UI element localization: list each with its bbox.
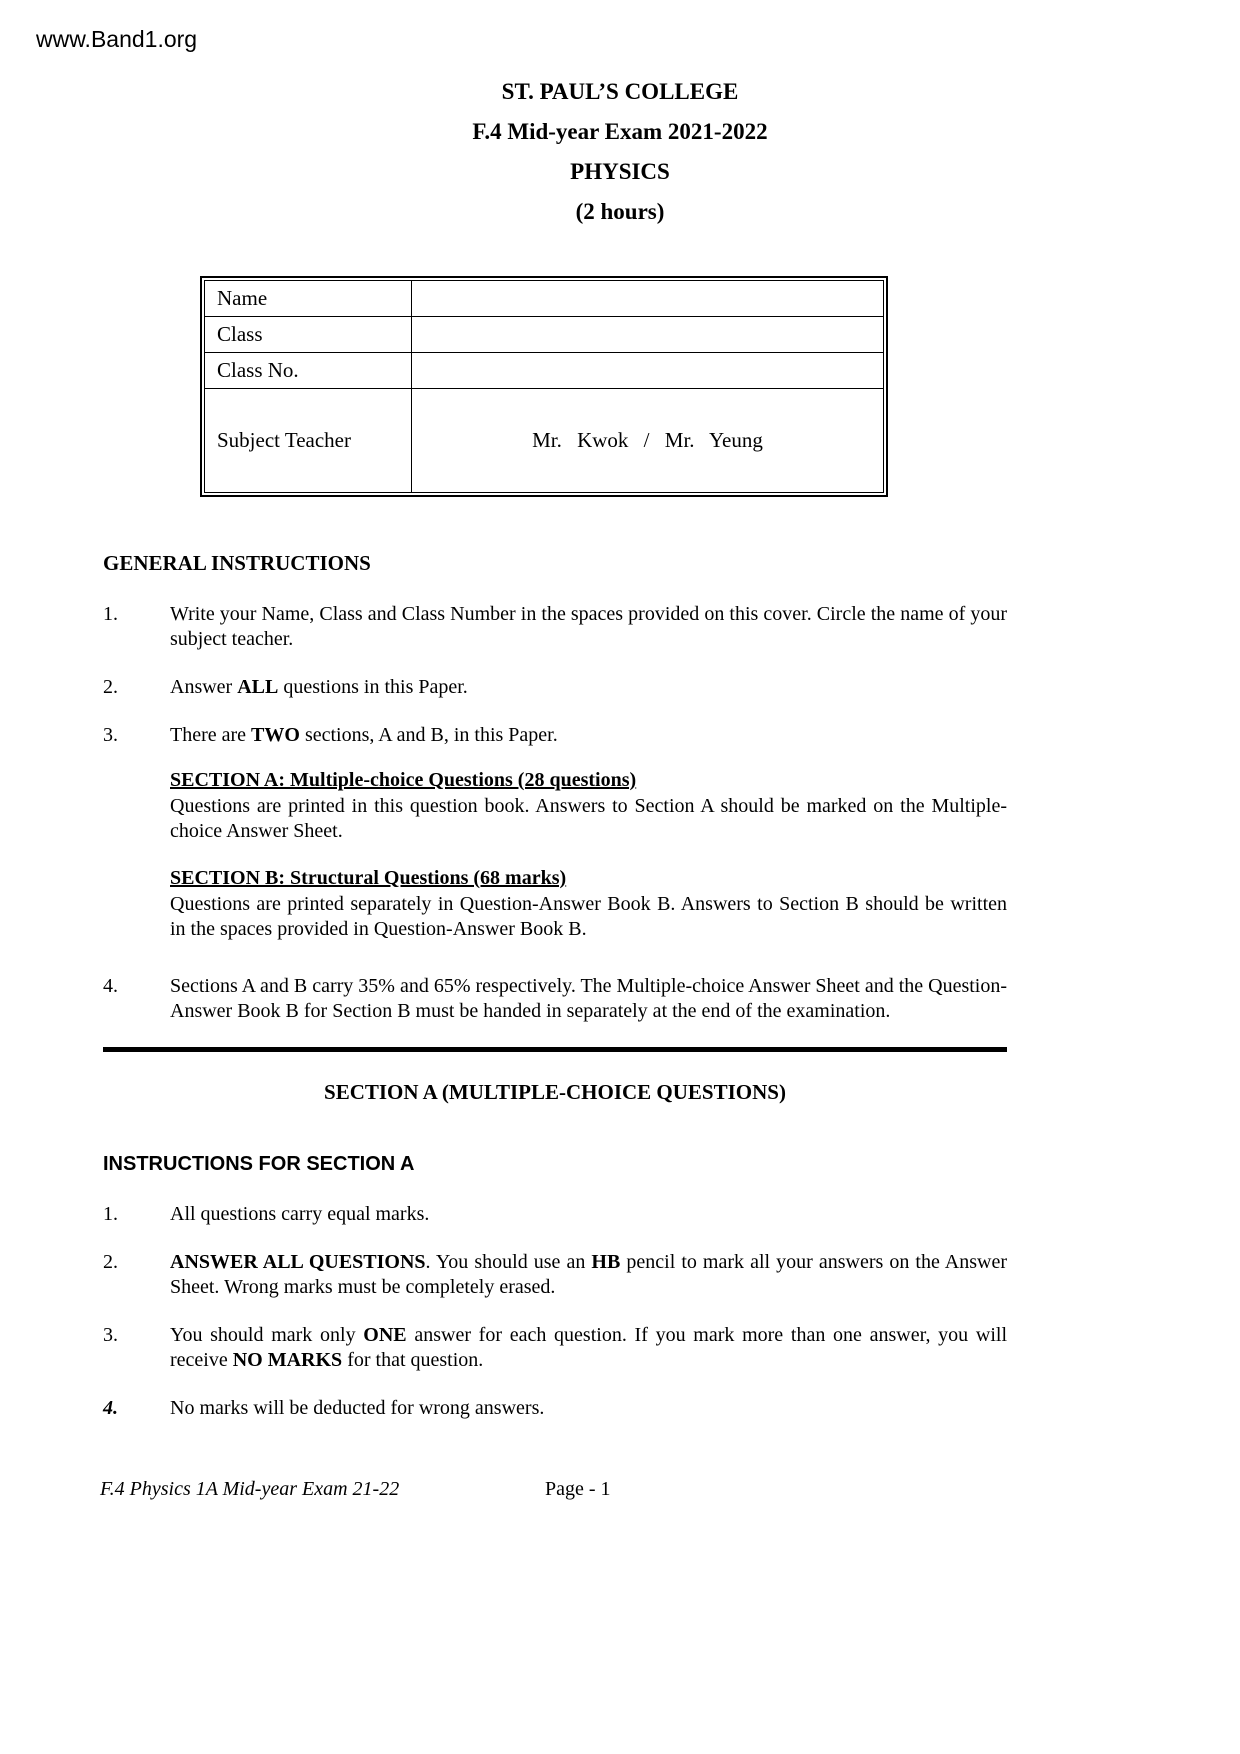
class-no-label: Class No. bbox=[205, 353, 412, 389]
section-divider-rule bbox=[103, 1047, 1007, 1052]
table-row-class-no bbox=[205, 353, 884, 389]
page-body bbox=[103, 551, 1007, 1421]
item-text: No marks will be deducted for wrong answers. bbox=[170, 1397, 545, 1419]
class-value-cell bbox=[412, 317, 884, 353]
section-a-title: SECTION A (MULTIPLE-CHOICE QUESTIONS) bbox=[324, 1080, 786, 1104]
exam-duration: (2 hours) bbox=[575, 199, 665, 224]
general-instruction-3 bbox=[103, 723, 1007, 748]
section-a-instruction-1 bbox=[103, 1202, 1007, 1227]
section-a-instructions-heading: INSTRUCTIONS FOR SECTION A bbox=[103, 1153, 415, 1175]
item-text: There are TWO sections, A and B, in this Paper. bbox=[170, 724, 558, 746]
name-value-cell bbox=[412, 281, 884, 317]
page-footer bbox=[100, 1478, 1007, 1501]
section-a-instruction-4 bbox=[103, 1396, 1007, 1421]
watermark-text: www.Band1.org bbox=[36, 26, 198, 52]
student-info-table bbox=[200, 276, 888, 497]
class-label: Class bbox=[205, 317, 412, 353]
subject-teacher-value: Mr. Kwok / Mr. Yeung bbox=[412, 389, 884, 493]
subject-title: PHYSICS bbox=[570, 159, 670, 184]
section-a-summary bbox=[170, 768, 1007, 844]
item-number: 4. bbox=[103, 1397, 118, 1419]
section-b-summary-heading: SECTION B: Structural Questions (68 marks) bbox=[170, 867, 567, 889]
item-number: 2. bbox=[103, 1251, 118, 1273]
general-instruction-2 bbox=[103, 675, 1007, 700]
school-name: ST. PAUL’S COLLEGE bbox=[501, 79, 739, 104]
item-text: Sections A and B carry 35% and 65% respectively. The Multiple-choice Answer Sheet and the Question-Answer Book B for Section B must be handed in separately at the end of the examination. bbox=[170, 975, 1008, 1022]
table-row-class bbox=[205, 317, 884, 353]
item-text: All questions carry equal marks. bbox=[170, 1203, 430, 1225]
item-number: 4. bbox=[103, 975, 118, 997]
exam-title: F.4 Mid-year Exam 2021-2022 bbox=[472, 119, 768, 144]
footer-exam-name: F.4 Physics 1A Mid-year Exam 21-22 bbox=[100, 1478, 400, 1500]
section-b-summary bbox=[170, 866, 1007, 942]
section-a-summary-body: Questions are printed in this question book. Answers to Section A should be marked on the Multiple-choice Answer Sheet. bbox=[170, 795, 1007, 842]
item-text: You should mark only ONE answer for each question. If you mark more than one answer, you will receive NO MARKS for that question. bbox=[170, 1324, 1007, 1371]
general-instructions-heading: GENERAL INSTRUCTIONS bbox=[103, 551, 371, 575]
table-row-name bbox=[205, 281, 884, 317]
class-no-value-cell bbox=[412, 353, 884, 389]
footer-page-number: Page - 1 bbox=[545, 1478, 611, 1500]
section-a-instruction-2 bbox=[103, 1250, 1007, 1300]
item-number: 1. bbox=[103, 1203, 118, 1225]
table-row-subject-teacher bbox=[205, 389, 884, 493]
item-text: ANSWER ALL QUESTIONS. You should use an HB pencil to mark all your answers on the Answer Sheet. Wrong marks must be completely erased. bbox=[170, 1251, 1007, 1298]
item-text: Write your Name, Class and Class Number in the spaces provided on this cover. Circle the name of your subject teacher. bbox=[170, 603, 1007, 650]
general-instruction-4 bbox=[103, 974, 1007, 1024]
item-number: 2. bbox=[103, 676, 118, 698]
item-number: 3. bbox=[103, 724, 118, 746]
item-text: Answer ALL questions in this Paper. bbox=[170, 676, 468, 698]
general-instruction-1 bbox=[103, 602, 1007, 652]
item-number: 3. bbox=[103, 1324, 118, 1346]
name-label: Name bbox=[205, 281, 412, 317]
subject-teacher-label: Subject Teacher bbox=[205, 389, 412, 493]
section-a-summary-heading: SECTION A: Multiple-choice Questions (28 questions) bbox=[170, 769, 637, 791]
section-a-instruction-3 bbox=[103, 1323, 1007, 1373]
section-b-summary-body: Questions are printed separately in Question-Answer Book B. Answers to Section B should be written in the spaces provided in Question-Answer Book B. bbox=[170, 893, 1007, 940]
item-number: 1. bbox=[103, 603, 118, 625]
